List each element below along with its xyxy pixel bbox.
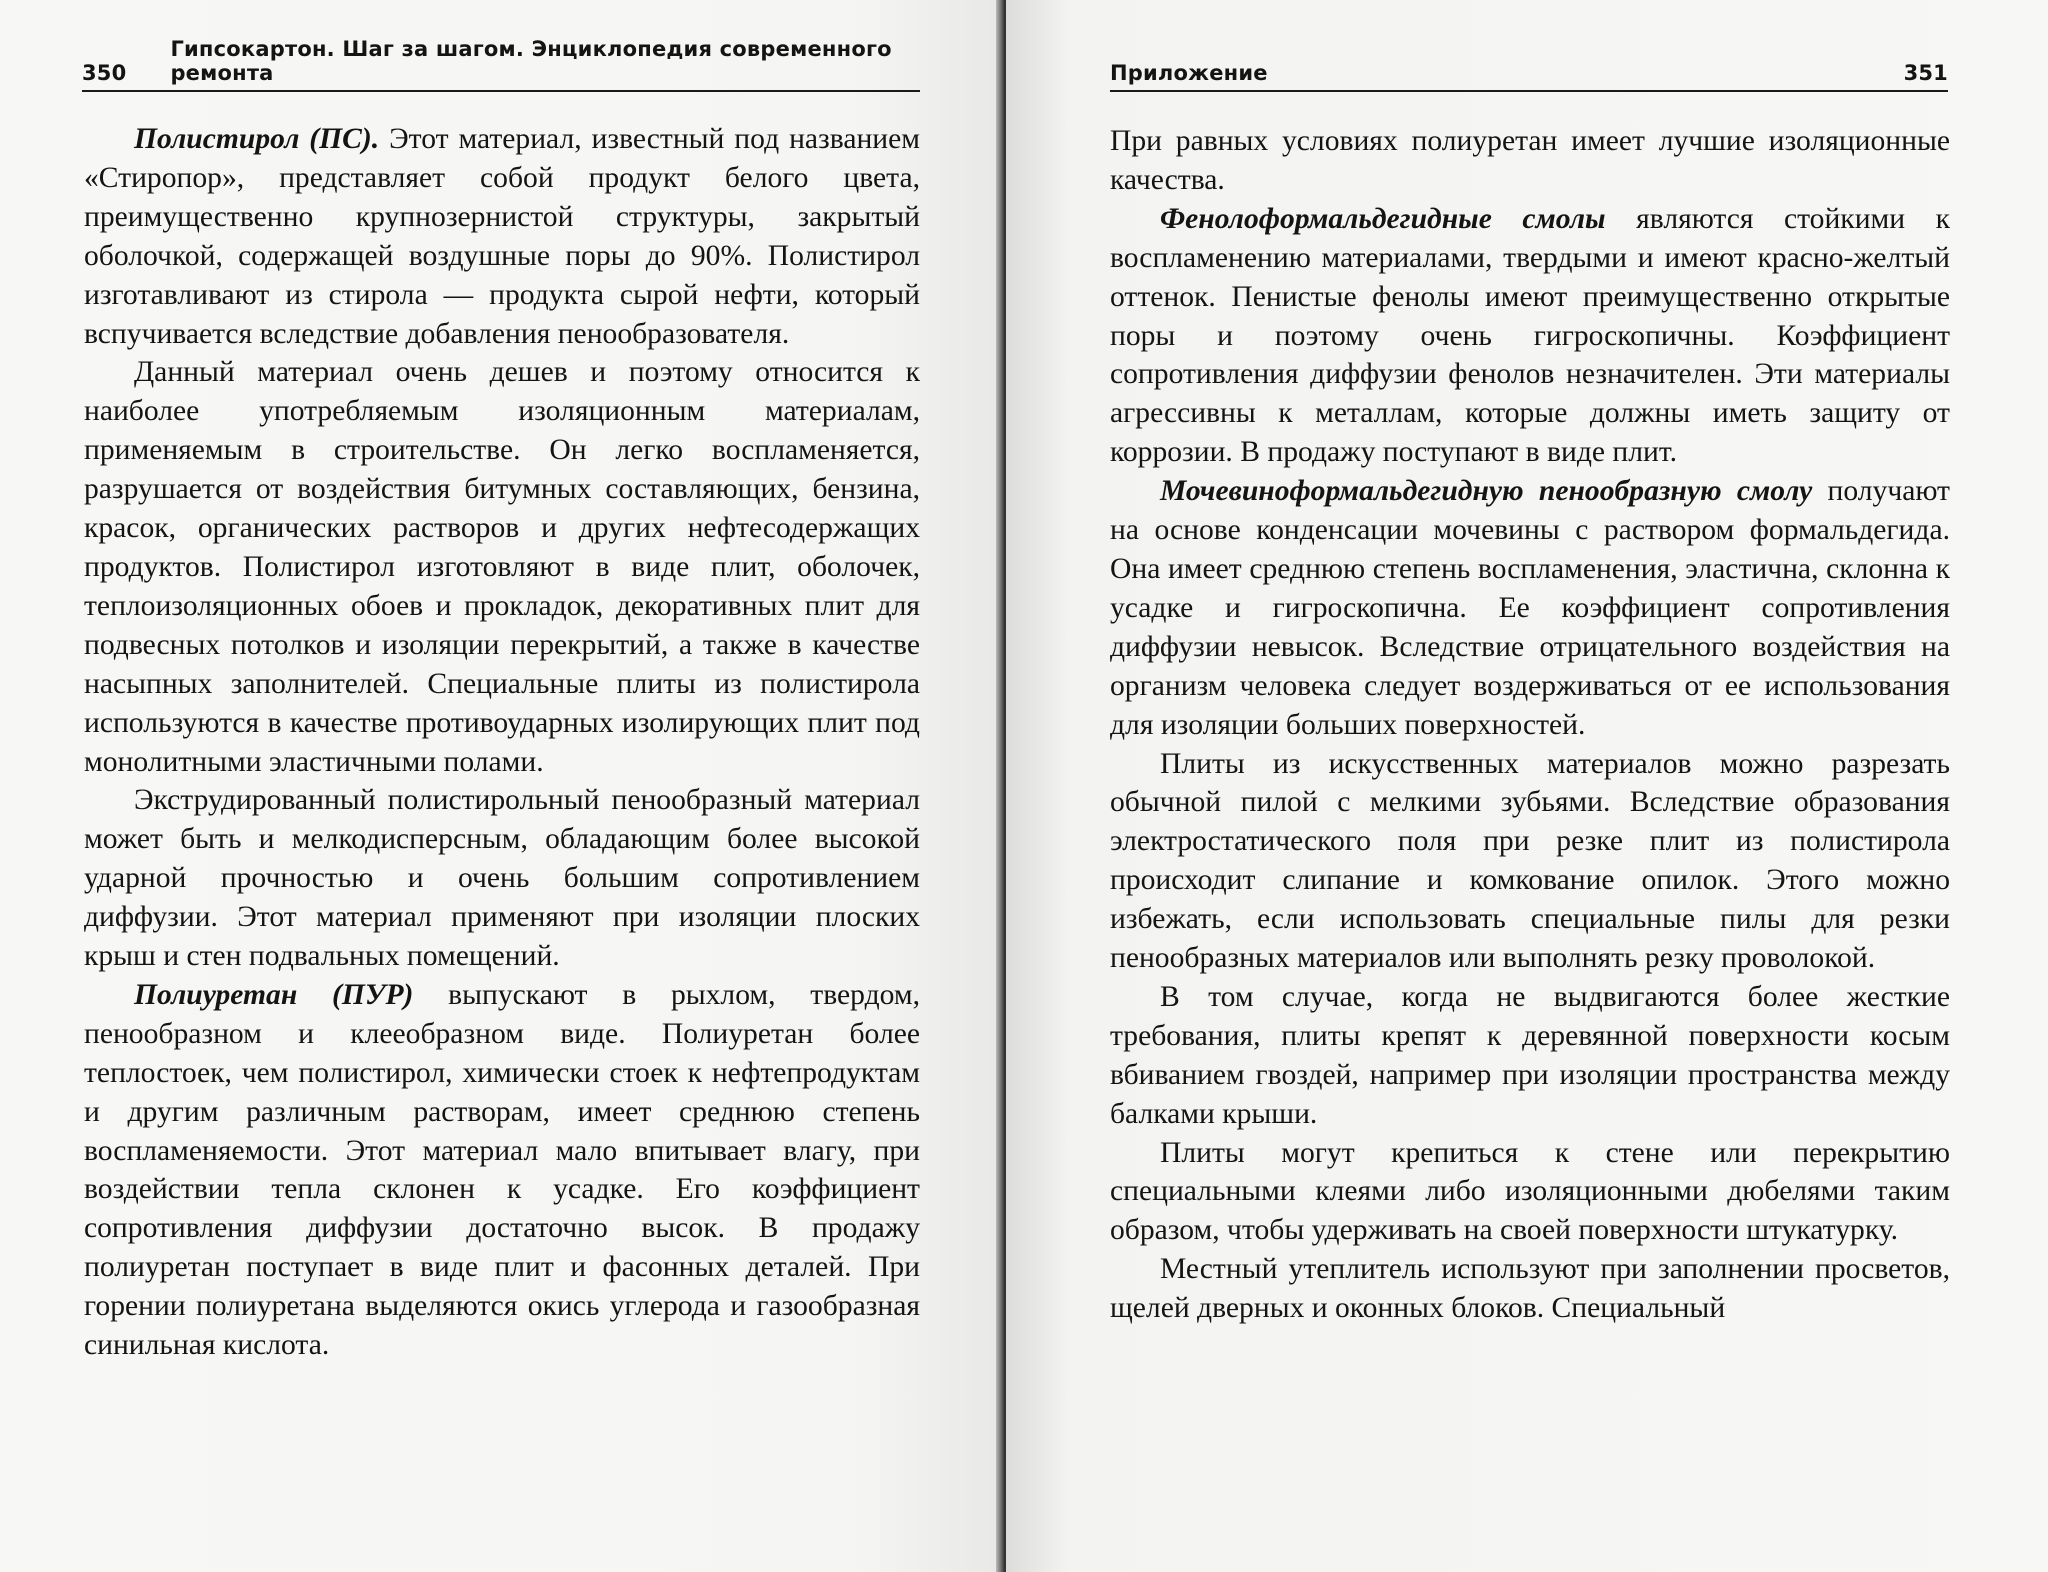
- paragraph: [84, 353, 920, 781]
- left-running-head: [82, 37, 920, 92]
- paragraph: [84, 976, 920, 1365]
- left-page-number: 350: [82, 61, 127, 85]
- left-running-title: Гипсокартон. Шаг за шагом. Энциклопедия современного ремонта: [170, 37, 892, 85]
- paragraph: [1110, 200, 1950, 472]
- paragraph-text: Плиты из искусственных материалов можно разрезать обычной пилой с мелкими зубьями. Вследствие образования электростатического поля при резке плит из полистирола происходит слипание и комкование опилок. Этого можно избежать, если использовать специальные пилы для резки пенообразных материалов или выполнять резку проволокой.: [1110, 747, 1950, 975]
- paragraph-text: Местный утеплитель используют при заполнении просветов, щелей дверных и оконных блоков. Специальный: [1110, 1253, 1950, 1325]
- left-body-text: [84, 120, 920, 1365]
- left-page: [0, 0, 1004, 1572]
- paragraph-term: Полистирол (ПС).: [134, 123, 380, 155]
- paragraph-text: являются стойкими к воспламенению материалами, твердыми и имеют красно-желтый оттенок. Пенистые фенолы имеют преимущественно открытые поры и поэтому очень гигроскопичны. Коэффициент сопротивления диффузии фенолов незначителен. Эти материалы агрессивны к металлам, которые должны иметь защиту от коррозии. В продажу поступают в виде плит.: [1110, 202, 1951, 469]
- paragraph: [1110, 978, 1950, 1134]
- paragraph-text: Плиты могут крепиться к стене или перекрытию специальными клеями либо изоляционными дюбелями таким образом, чтобы удерживать на своей поверхности штукатурку.: [1110, 1136, 1950, 1247]
- paragraph-text: Экструдированный полистирольный пенообразный материал может быть и мелкодисперсным, обладающим более высокой ударной прочностью и очень большим сопротивлением диффузии. Этот материал применяют при изоляции плоских крыш и стен подвальных помещений.: [84, 784, 920, 973]
- paragraph: [84, 120, 920, 353]
- paragraph: [84, 781, 920, 976]
- right-page-number: 351: [1903, 61, 1948, 85]
- right-running-head: [1110, 56, 1948, 92]
- paragraph: [1110, 1250, 1950, 1328]
- paragraph-text: получают на основе конденсации мочевины с раствором формальдегида. Она имеет среднюю степень воспламенения, эластична, склонна к усадке и гигроскопична. Ее коэффициент сопротивления диффузии невысок. Вследствие отрицательного воздействия на организм человека следует воздерживаться от ее использования для изоляции больших поверхностей.: [1110, 475, 1950, 741]
- paragraph-term: Фенолоформальдегидные смолы: [1160, 202, 1606, 235]
- paragraph-text: Этот материал, известный под названием «Стиропор», представляет собой продукт белого цвета, преимущественно крупнозернистой структуры, закрытый оболочкой, содержащей воздушные поры до 90%. Полистирол изготавливают из стирола — продукта сырой нефти, который вспучивается вследствие добавления пенообразователя.: [84, 123, 920, 350]
- paragraph: [1110, 1134, 1950, 1251]
- paragraph: [1110, 745, 1950, 978]
- right-running-title: Приложение: [1110, 61, 1268, 85]
- paragraph-text: выпускают в рыхлом, твердом, пенообразном и клееобразном виде. Полиуретан более теплостоек, чем полистирол, химически стоек к нефтепродуктам и другим различным растворам, имеет среднюю степень воспламеняемости. Этот материал мало впитывает влагу, при воздействии тепла склонен к усадке. Его коэффициент сопротивления диффузии достаточно высок. В продажу полиуретан поступает в виде плит и фасонных деталей. При горении полиуретана выделяются окись углерода и газообразная синильная кислота.: [84, 978, 920, 1362]
- paragraph-text: В том случае, когда не выдвигаются более жесткие требования, плиты крепят к деревянной поверхности косым вбиванием гвоздей, например при изоляции пространства между балками крыши.: [1110, 980, 1950, 1130]
- paragraph: [1110, 472, 1950, 744]
- right-body-text: [1110, 122, 1950, 1328]
- paragraph-term: Мочевиноформальдегидную пенообразную смолу: [1160, 475, 1813, 508]
- paragraph-text: Данный материал очень дешев и поэтому относится к наиболее употребляемым изоляционным материалам, применяемым в строительстве. Он легко воспламеняется, разрушается от воздействия битумных составляющих, бензина, красок, органических растворов и других нефтесодержащих продуктов. Полистирол изготовляют в виде плит, оболочек, теплоизоляционных обоев и прокладок, декоративных плит для подвесных потолков и изоляции перекрытий, а также в качестве насыпных заполнителей. Специальные плиты из полистирола используются в качестве противоударных изолирующих плит под монолитными эластичными полами.: [84, 356, 920, 778]
- paragraph-text: При равных условиях полиуретан имеет лучшие изоляционные качества.: [1110, 125, 1950, 196]
- paragraph-term: Полиуретан (ПУР): [134, 978, 414, 1011]
- paragraph: [1110, 122, 1950, 200]
- right-page: [1006, 0, 2048, 1572]
